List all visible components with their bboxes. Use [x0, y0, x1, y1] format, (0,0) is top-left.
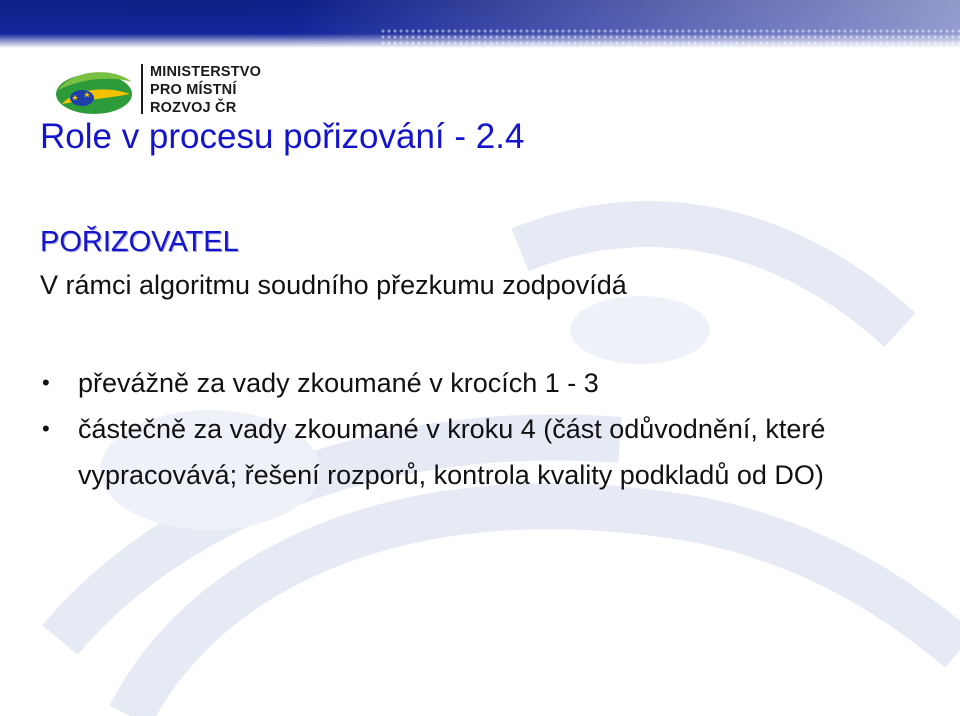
- ministry-line-3: ROZVOJ ČR: [150, 100, 237, 116]
- ministry-line-1: MINISTERSTVO: [150, 64, 262, 80]
- ministry-logo: [52, 64, 136, 116]
- ministry-line-2: PRO MÍSTNÍ: [150, 82, 237, 98]
- bullet-text: převážně za vady zkoumané v krocích 1 - 3: [78, 368, 599, 398]
- slide-title: Role v procesu pořizování - 2.4: [40, 117, 525, 156]
- bullet-icon: •: [42, 416, 50, 441]
- intro-text: V rámci algoritmu soudního přezkumu zodpovídá: [40, 270, 627, 300]
- bullet-list: [40, 360, 940, 498]
- bullet-text: částečně za vady zkoumané v kroku 4 (část odůvodnění, které vypracovává; řešení rozporů, kontrola kvality podkladů od DO): [78, 414, 826, 490]
- list-item: [40, 360, 940, 406]
- logo-divider: [141, 64, 143, 114]
- bullet-icon: •: [42, 370, 50, 395]
- section-heading: POŘIZOVATEL: [40, 226, 239, 258]
- ministry-name: [150, 63, 261, 117]
- list-item: [40, 406, 940, 498]
